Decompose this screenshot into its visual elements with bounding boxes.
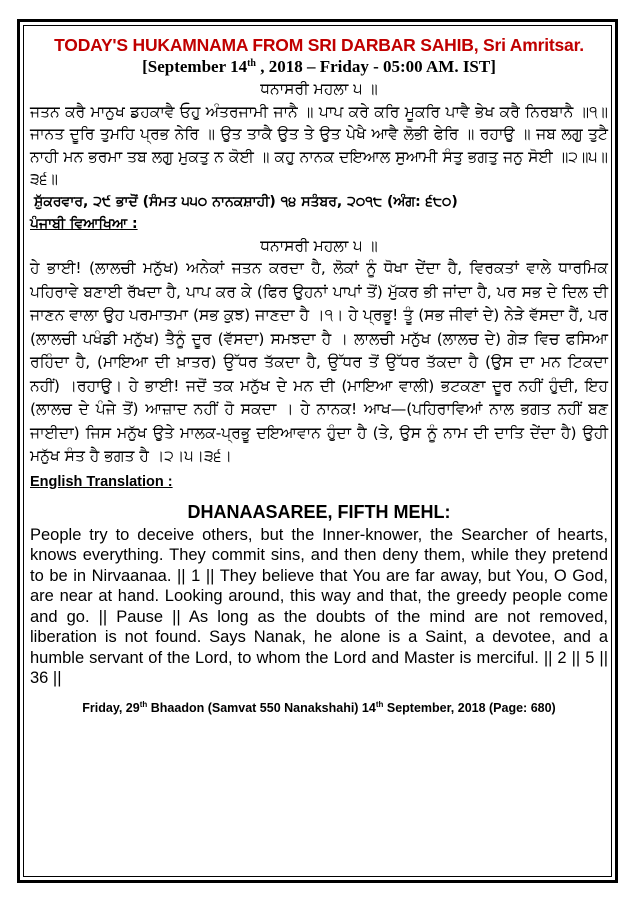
footer-part2: Bhaadon (Samvat 550 Nanakshahi) 14: [147, 700, 376, 715]
date-open: [September 14: [142, 57, 248, 76]
hukamnama-document: [30, 34, 608, 717]
punjabi-label: ਪੰਜਾਬੀ ਵਿਆਖਿਆ :: [30, 215, 138, 232]
footer-sup1: th: [139, 699, 148, 709]
date-sup: th: [247, 58, 256, 69]
footer-date: [30, 699, 608, 717]
english-label: English Translation :: [30, 473, 173, 490]
english-heading: DHANAASAREE, FIFTH MEHL:: [187, 501, 451, 522]
punjabi-explanation: ਹੇ ਭਾਈ! (ਲਾਲਚੀ ਮਨੁੱਖ) ਅਨੇਕਾਂ ਜਤਨ ਕਰਦਾ ਹੈ, ਲੋਕਾਂ ਨੂੰ ਧੋਖਾ ਦੇਂਦਾ ਹੈ, ਵਿਰਕਤਾਂ ਵਾਲੇ ਧਾਰਮਿਕ ਪਹਿਰਾਵੇ ਬਣਾਈ ਰੱਖਦਾ ਹੈ, ਪਾਪ ਕਰ ਕੇ (ਫਿਰ ਉਹਨਾਂ ਪਾਪਾਂ ਤੋਂ) ਮੁੱਕਰ ਭੀ ਜਾਂਦਾ ਹੈ, ਪਰ ਸਭ ਦੇ ਦਿਲ ਦੀ ਜਾਣਨ ਵਾਲਾ ਉਹ ਪਰਮਾਤਮਾ (ਸਭ ਕੁਝ) ਜਾਣਦਾ ਹੈ ।੧। ਹੇ ਪ੍ਰਭੂ! ਤੂੰ (ਸਭ ਜੀਵਾਂ ਦੇ) ਨੇੜੇ ਵੱਸਦਾ ਹੈਂ, ਪਰ (ਲਾਲਚੀ ਪਖੰਡੀ ਮਨੁੱਖ) ਤੈਨੂੰ ਦੂਰ (ਵੱਸਦਾ) ਸਮਝਦਾ ਹੈ । ਲਾਲਚੀ ਮਨੁੱਖ (ਲਾਲਚ ਦੇ) ਗੇੜ ਵਿਚ ਫਸਿਆ ਰਹਿੰਦਾ ਹੈ, (ਮਾਇਆ ਦੀ ਖ਼ਾਤਰ) ਉੱਧਰ ਤੱਕਦਾ ਹੈ, ਉੱਧਰ ਤੋਂ ਉੱਧਰ ਤੱਕਦਾ ਹੈ (ਉਸ ਦਾ ਮਨ ਟਿਕਦਾ ਨਹੀਂ) ।ਰਹਾਉ। ਹੇ ਭਾਈ! ਜਦੋਂ ਤਕ ਮਨੁੱਖ ਦੇ ਮਨ ਦੀ (ਮਾਇਆ ਵਾਲੀ) ਭਟਕਣਾ ਦੂਰ ਨਹੀਂ ਹੁੰਦੀ, ਇਹ (ਲਾਲਚ ਦੇ ਪੰਜੇ ਤੋਂ) ਆਜ਼ਾਦ ਨਹੀਂ ਹੋ ਸਕਦਾ । ਹੇ ਨਾਨਕ! ਆਖ—(ਪਹਿਰਾਵਿਆਂ ਨਾਲ ਭਗਤ ਨਹੀਂ ਬਣ ਜਾਈਦਾ) ਜਿਸ ਮਨੁੱਖ ਉਤੇ ਮਾਲਕ-ਪ੍ਰਭੂ ਦਇਆਵਾਨ ਹੁੰਦਾ ਹੈ (ਤੇ, ਉਸ ਨੂੰ ਨਾਮ ਦੀ ਦਾਤਿ ਦੇਂਦਾ ਹੈ) ਉਹੀ ਮਨੁੱਖ ਸੰਤ ਹੈ ਭਗਤ ਹੈ ।੨।੫।੩੬।: [30, 259, 608, 465]
date-line: [30, 56, 608, 78]
footer-part3: September, 2018 (Page: 680): [383, 700, 556, 715]
punjabi-heading: ਧਨਾਸਰੀ ਮਹਲਾ ੫ ॥: [260, 236, 378, 255]
footer-part1: Friday, 29: [82, 700, 140, 715]
page-title: TODAY'S HUKAMNAMA FROM SRI DARBAR SAHIB, Sri Amritsar.: [54, 35, 584, 55]
date-rest: , 2018 – Friday - 05:00 AM. IST]: [256, 57, 496, 76]
shabad-meta: ਸ਼ੁੱਕਰਵਾਰ, ੨੯ ਭਾਦੋਂ (ਸੰਮਤ ੫੫੦ ਨਾਨਕਸ਼ਾਹੀ) ੧੪ ਸਤੰਬਰ, ੨੦੧੮ (ਅੰਗ: ੬੮੦): [34, 193, 458, 210]
shabad-heading: ਧਨਾਸਰੀ ਮਹਲਾ ੫ ॥: [260, 80, 378, 98]
shabad-text: ਜਤਨ ਕਰੈ ਮਾਨੁਖ ਡਹਕਾਵੈ ਓਹੁ ਅੰਤਰਜਾਮੀ ਜਾਨੈ ॥ ਪਾਪ ਕਰੇ ਕਰਿ ਮੂਕਰਿ ਪਾਵੈ ਭੇਖ ਕਰੈ ਨਿਰਬਾਨੈ ॥੧॥ ਜਾਨਤ ਦੂਰਿ ਤੁਮਹਿ ਪ੍ਰਭ ਨੇਰਿ ॥ ਉਤ ਤਾਕੈ ਉਤ ਤੇ ਉਤ ਪੇਖੈ ਆਵੈ ਲੋਭੀ ਫੇਰਿ ॥ ਰਹਾਉ ॥ ਜਬ ਲਗੁ ਤੁਟੈ ਨਾਹੀ ਮਨ ਭਰਮਾ ਤਬ ਲਗੁ ਮੁਕਤੁ ਨ ਕੋਈ ॥ ਕਹੁ ਨਾਨਕ ਦਇਆਲ ਸੁਆਮੀ ਸੰਤੁ ਭਗਤੁ ਜਨੁ ਸੋਈ ॥੨॥੫॥੩੬॥: [30, 102, 608, 188]
footer-sup2: th: [375, 699, 384, 709]
english-translation: People try to deceive others, but the Inner-knower, the Searcher of hearts, knows everything. They commit sins, and then deny them, while they pretend to be in Nirvaanaa. || 1 || They believe that You are far away, but You, O God, are near at hand. Looking around, this way and that, the greedy people come and go. || Pause || As long as the doubts of the mind are not removed, liberation is not found. Says Nanak, he alone is a Saint, a devotee, and a humble servant of the Lord, to whom the Lord and Master is merciful. || 2 || 5 || 36 ||: [30, 525, 608, 687]
